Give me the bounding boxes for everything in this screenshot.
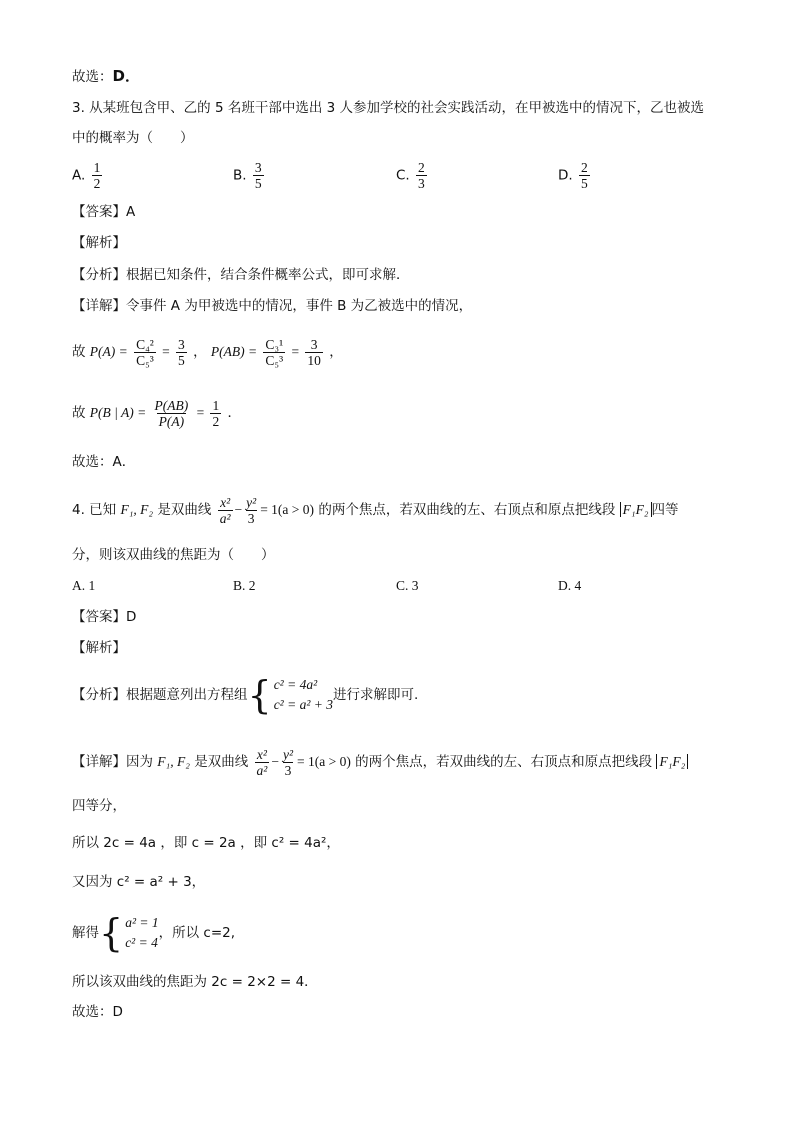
- frac-num: 1: [93, 160, 101, 175]
- q4-analysis-tag: 【解析】: [72, 640, 126, 656]
- q4-focal-line: 所以该双曲线的焦距为 2c = 2×2 = 4．: [72, 974, 318, 990]
- q4-option-b: [233, 576, 256, 596]
- pab-value-fraction: [305, 337, 323, 368]
- stem-text: 四等: [651, 502, 679, 518]
- option-letter: C.: [396, 167, 410, 184]
- q3-conditional-line: [72, 393, 241, 433]
- gu-text: 故: [72, 405, 86, 421]
- frac-num: y²: [282, 746, 294, 762]
- option-letter: A.: [72, 167, 86, 184]
- fenxi-text: 进行求解即可.: [333, 687, 419, 703]
- frac-num: C₄²: [136, 336, 154, 352]
- pa-combination-fraction: [134, 337, 156, 368]
- x2-over-a2: [218, 495, 233, 526]
- frac-num: 3: [310, 336, 318, 352]
- q3-option-b: [233, 160, 266, 191]
- frac-den: 2: [93, 176, 101, 191]
- pab-label: P(AB) =: [210, 344, 258, 359]
- pba-value-fraction: [210, 398, 221, 429]
- frac-den: 5: [178, 352, 185, 368]
- minus: −: [271, 754, 279, 769]
- option-value: 3: [411, 578, 419, 593]
- q4-line-so: 所以 2c = 4a ，即 c = 2a ，即 c² = 4a²，: [72, 835, 340, 851]
- q3-fenxi-line: [72, 265, 410, 285]
- frac-num: 2: [580, 160, 588, 175]
- fenxi-text: 根据题意列出方程组: [126, 687, 248, 703]
- answer-value: A: [126, 204, 136, 220]
- left-brace: {: [247, 673, 272, 717]
- q3-stem-line-2: 中的概率为（ ）: [72, 130, 194, 146]
- frac-den: 2: [212, 413, 220, 429]
- frac-den: 3: [247, 510, 255, 526]
- q3-analysis-tag: 【解析】: [72, 235, 126, 251]
- answer-tag: 【答案】: [72, 609, 126, 625]
- q4-xiangjie-cont: 四等分，: [72, 798, 126, 814]
- option-value: 4: [574, 578, 582, 593]
- q4-solve-line: [72, 910, 235, 956]
- xiangjie-text: 的两个焦点，若双曲线的左、右顶点和原点把线段: [355, 754, 653, 770]
- q4-number: 4. 已知: [72, 502, 117, 518]
- frac-den: 5: [580, 176, 588, 191]
- fenxi-tag: 【分析】: [72, 267, 126, 283]
- foci-label: F₁, F₂: [120, 502, 154, 517]
- option-fraction: [579, 160, 590, 191]
- segment-abs: F₁F₂: [656, 754, 688, 769]
- frac-num: 1: [212, 397, 220, 413]
- frac-num: y²: [246, 494, 257, 510]
- frac-den: P(A): [158, 413, 185, 429]
- xiangjie-tag: 【详解】: [72, 754, 126, 770]
- q4-option-d: [558, 576, 581, 596]
- xiangjie-text: 因为: [126, 754, 153, 770]
- frac-den: C₅³: [265, 352, 284, 368]
- equation-rhs: = 1(a > 0): [297, 754, 351, 769]
- solve-text: ，所以 c=2,: [158, 925, 236, 941]
- pa-label: P(A) =: [89, 344, 128, 359]
- system-row: a² = 1: [125, 915, 159, 930]
- option-letter: D.: [558, 167, 573, 184]
- stem-text: 是双曲线: [157, 502, 212, 518]
- q3-option-c: [396, 160, 429, 191]
- option-fraction: [253, 160, 264, 191]
- fenxi-tag: 【分析】: [72, 687, 126, 703]
- frac-den: 3: [284, 762, 292, 778]
- frac-num: P(AB): [154, 397, 189, 413]
- q4-final-answer: 故选：D: [72, 1004, 123, 1020]
- frac-den: a²: [219, 510, 231, 526]
- frac-den: 3: [418, 176, 425, 191]
- option-letter: C.: [396, 578, 409, 593]
- frac-num: 3: [254, 160, 262, 175]
- q4-option-a: [72, 576, 95, 596]
- xiangjie-text: 是双曲线: [194, 754, 249, 770]
- q4-fenxi-line: [72, 672, 418, 718]
- pa-value-fraction: [176, 337, 187, 368]
- comma: ，: [329, 344, 343, 360]
- frac-num: 3: [178, 336, 185, 352]
- frac-den: 5: [254, 176, 262, 191]
- frac-num: 2: [418, 160, 425, 175]
- comma: ，: [193, 344, 207, 360]
- system-row: c² = 4: [125, 935, 158, 950]
- fenxi-text: 根据已知条件，结合条件概率公式，即可求解．: [126, 267, 410, 283]
- foci-label: F₁, F₂: [157, 754, 190, 769]
- q4-stem-line-1: [72, 490, 679, 530]
- x2-over-a2: [255, 747, 270, 778]
- q3-final-answer: 故选：A．: [72, 454, 136, 470]
- option-letter: A.: [72, 578, 86, 593]
- q3-answer-line: [72, 202, 135, 222]
- equation-system: [248, 675, 334, 715]
- gu-text: 故: [72, 344, 86, 360]
- system-row: c² = 4a²: [273, 677, 318, 692]
- y2-over-3: [244, 495, 258, 526]
- pab-combination-fraction: [263, 337, 285, 368]
- period: ．: [227, 405, 242, 421]
- answer-letter: D．: [112, 67, 140, 85]
- equals: =: [196, 405, 205, 420]
- frac-den: a²: [256, 762, 268, 778]
- system-row: c² = a² + 3: [273, 697, 333, 712]
- q3-option-d: [558, 160, 592, 191]
- y2-over-3: [281, 747, 295, 778]
- solution-system: [99, 913, 159, 953]
- xiangjie-tag: 【详解】: [72, 298, 126, 314]
- left-brace: {: [99, 911, 124, 955]
- option-letter: B.: [233, 578, 246, 593]
- option-letter: B.: [233, 167, 247, 184]
- equals: =: [162, 344, 170, 359]
- option-fraction: [92, 160, 103, 191]
- prev-answer-line: [72, 66, 140, 87]
- q3-option-a: [72, 160, 104, 191]
- q3-xiangjie-line: [72, 296, 472, 316]
- answer-prefix: 故选：: [72, 69, 113, 85]
- q4-option-c: [396, 576, 419, 596]
- minus: −: [234, 502, 243, 517]
- frac-num: C₃¹: [265, 336, 284, 352]
- q4-line-also: 又因为 c² = a² + 3，: [72, 874, 206, 890]
- option-value: 1: [88, 578, 96, 593]
- frac-den: C₅³: [136, 352, 154, 368]
- q3-prob-formula-line: [72, 332, 343, 372]
- answer-tag: 【答案】: [72, 204, 126, 220]
- q4-stem-line-2: 分，则该双曲线的焦距为（ ）: [72, 547, 275, 563]
- answer-value: D: [126, 609, 137, 625]
- q3-stem-line-1: 3. 从某班包含甲、乙的 5 名班干部中选出 3 人参加学校的社会实践活动，在甲被选中的情况下，乙也被选: [72, 100, 705, 116]
- pba-fraction: [153, 398, 191, 429]
- segment-abs: F₁F₂: [620, 502, 652, 517]
- xiangjie-text: 令事件 A 为甲被选中的情况，事件 B 为乙被选中的情况，: [126, 298, 473, 314]
- solve-text: 解得: [72, 925, 99, 941]
- equals: =: [291, 344, 300, 359]
- frac-num: x²: [256, 746, 267, 762]
- frac-num: x²: [220, 494, 231, 510]
- q4-answer-line: [72, 607, 136, 627]
- q4-xiangjie-line: [72, 742, 688, 782]
- option-letter: D.: [558, 578, 572, 593]
- equation-rhs: = 1(a > 0): [260, 502, 315, 517]
- option-value: 2: [248, 578, 256, 593]
- pba-label: P(B | A) =: [89, 405, 147, 420]
- frac-den: 10: [307, 352, 321, 368]
- option-fraction: [416, 160, 427, 191]
- stem-text: 的两个焦点，若双曲线的左、右顶点和原点把线段: [318, 502, 616, 518]
